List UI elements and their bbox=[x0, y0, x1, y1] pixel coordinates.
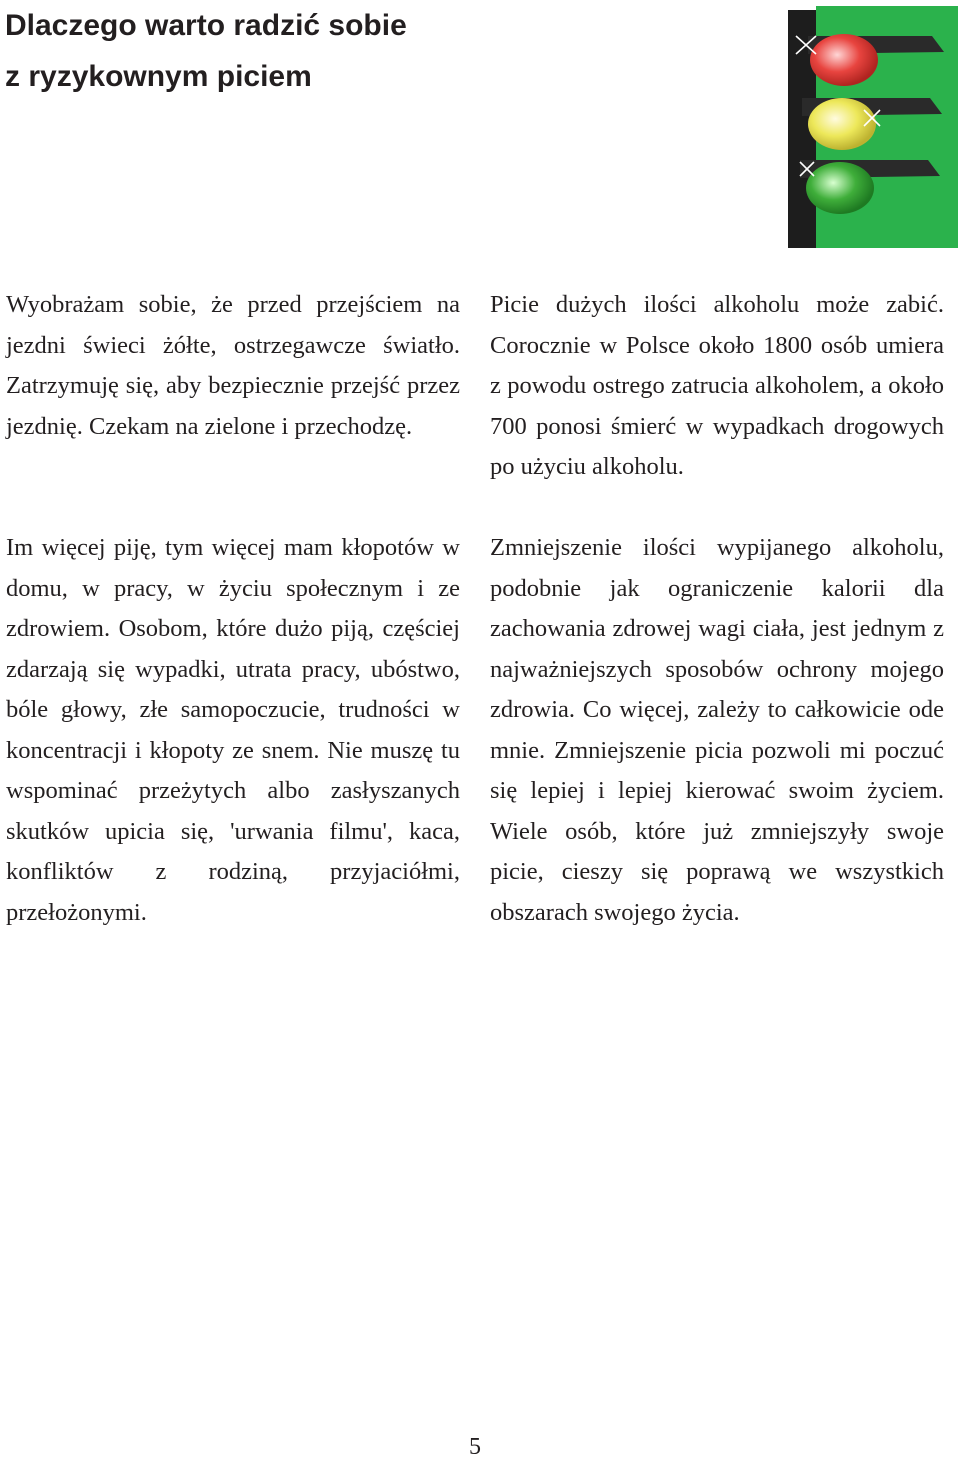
paragraph-yellow-light: Wyobrażam sobie, że przed przejściem na jezdni świeci żółte, ostrzegawcze światło. Zatrzymuję się, aby bezpiecznie przejść przez jezdnię. Czekam na zielone i przechodzę. bbox=[6, 291, 460, 440]
paragraph-drinking-problems: Im więcej piję, tym więcej mam kłopotów w domu, w pracy, w życiu społecznym i ze zdrowiem. Osobom, które dużo piją, częściej zdarzają się wypadki, utrata pracy, ubóstwo, bóle głowy, złe samopoczucie, trudności w koncentracji i kłopoty ze snem. Nie muszę tu wspominać przeżytych albo zasłyszanych skutków upicia się, 'urwania filmu', kaca, konfliktów z rodziną, przyjaciółmi, przełożonymi. bbox=[6, 534, 460, 926]
paragraph-reduce-drinking: Zmniejszenie ilości wypijanego alkoholu, podobnie jak ograniczenie kalorii dla zachowania zdrowej wagi ciała, jest jednym z najważniejszych sposobów ochrony mojego zdrowia. Co więcej, zależy to całkowicie ode mnie. Zmniejszenie picia pozwoli mi poczuć się lepiej i lepiej kierować swoim życiem. Wiele osób, które już zmniejszyły swoje picie, cieszy się poprawą we wszystkich obszarach swojego życia. bbox=[490, 534, 944, 926]
page-title-line-2: z ryzykownym piciem bbox=[5, 60, 312, 93]
paragraph-alcohol-deaths: Picie dużych ilości alkoholu może zabić. Corocznie w Polsce około 1800 osób umiera z powodu ostrego zatrucia alkoholem, a około 700 ponosi śmierć w wypadkach drogowych po użyciu alkoholu. bbox=[490, 291, 944, 480]
page-number: 5 bbox=[469, 1434, 481, 1460]
traffic-light-icon bbox=[772, 2, 958, 250]
page-title-line-1: Dlaczego warto radzić sobie bbox=[5, 9, 407, 42]
red-light-icon bbox=[810, 34, 878, 86]
green-light-icon bbox=[806, 162, 874, 214]
page-title bbox=[5, 0, 565, 102]
